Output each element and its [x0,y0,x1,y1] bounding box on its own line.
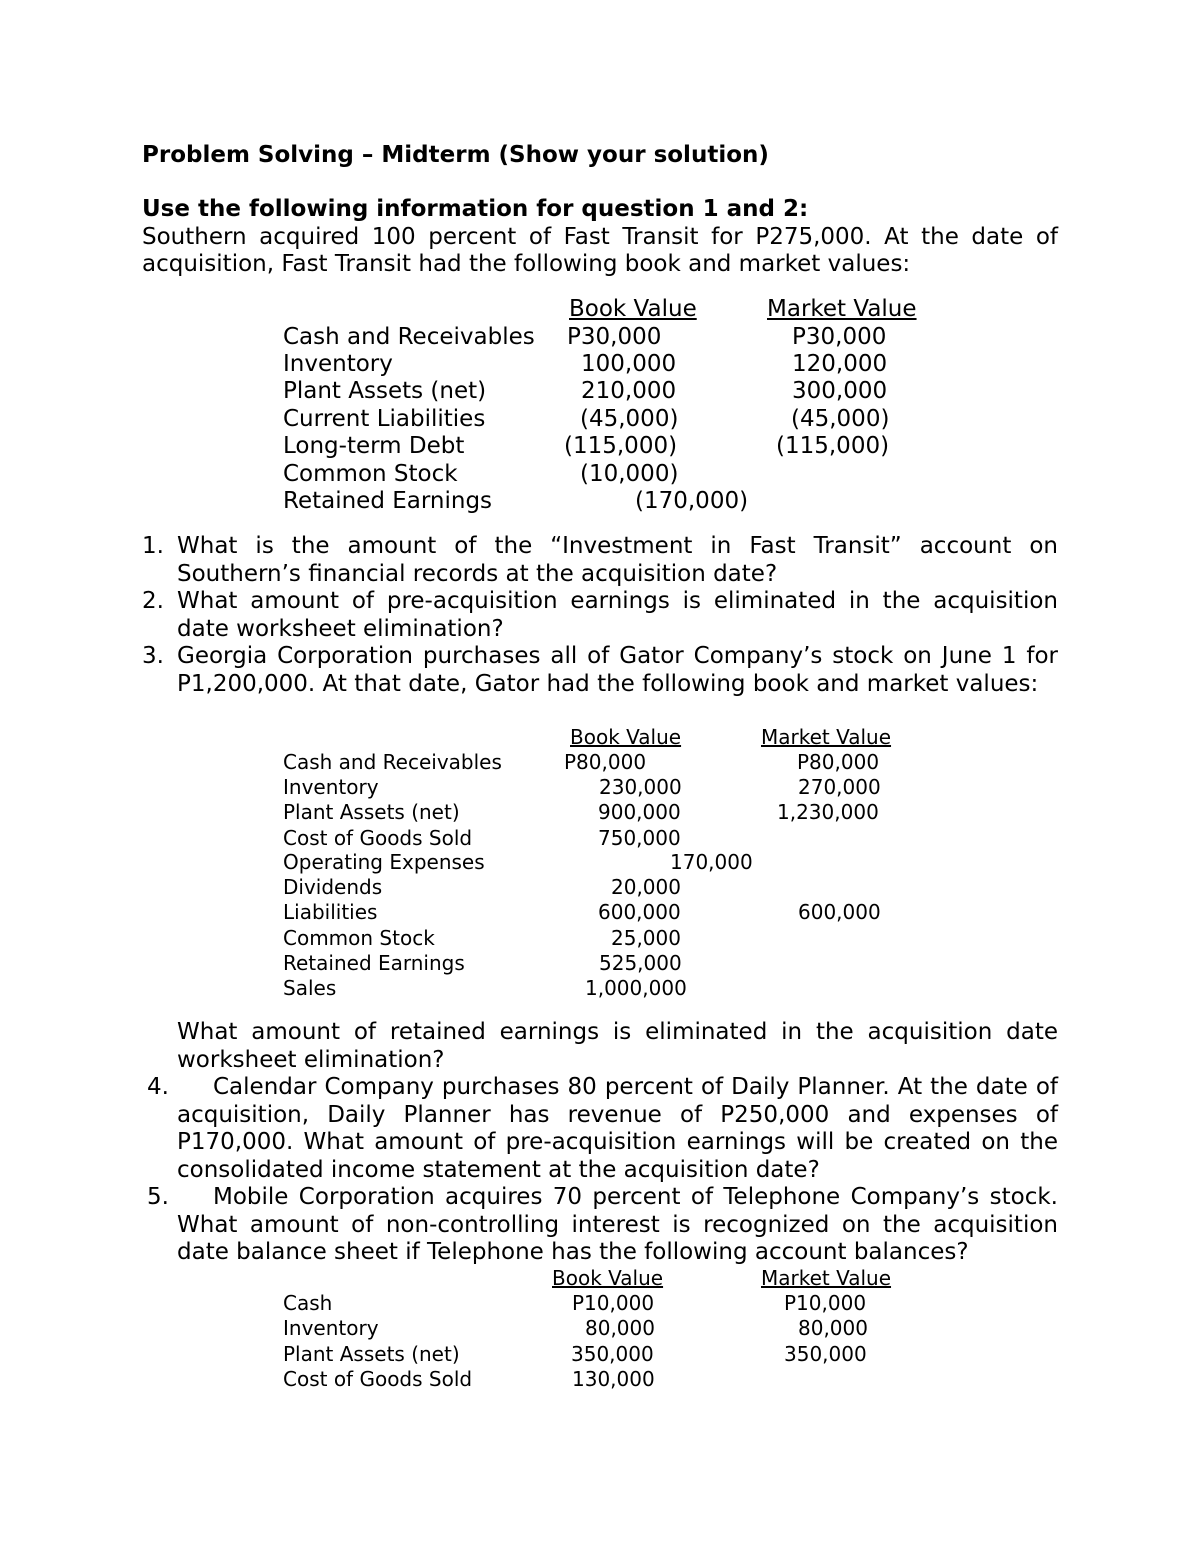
question-3-followup [142,1019,1058,1074]
page-title: Problem Solving – Midterm (Show your solution) [142,142,769,168]
table2-row-book: 750,000 [598,826,681,850]
table3-row-label: Cost of Goods Sold [283,1367,473,1391]
table2-row-market: P80,000 [797,750,880,774]
table2-row-label: Cash and Receivables [283,750,502,774]
question-number: 3. [142,643,164,669]
table2-row-market: 1,230,000 [777,800,879,824]
table1-header-market: Market Value [767,296,917,322]
table2-row-book: P80,000 [564,750,647,774]
question-text: What amount of pre-acquisition earnings is eliminated in the acquisition date worksheet elimination? [177,588,1058,642]
intro-text [142,224,1058,278]
question-4 [142,1074,1058,1184]
table2-row-book: 170,000 [670,850,753,874]
intro-heading: Use the following information for question 1 and 2: [142,196,809,222]
table3-row-label: Plant Assets (net) [283,1342,460,1366]
question-2 [142,588,1058,643]
question-text: Calendar Company purchases 80 percent of Daily Planner. At the date of acquisition, Daily Planner has revenue of P250,000 and expenses of P170,000. What amount of pre-acquisition earnings will be created on the consolidated income statement at the acquisition date? [177,1074,1058,1183]
table1-row-label: Inventory [283,351,393,377]
table2-row-book: 230,000 [599,775,682,799]
table2-row-book: 900,000 [598,800,681,824]
table2-row-label: Cost of Goods Sold [283,826,473,850]
table1-row-label: Cash and Receivables [283,324,535,350]
table1-header-book: Book Value [569,296,697,322]
table2-row-label: Plant Assets (net) [283,800,460,824]
table3-header-market: Market Value [761,1266,892,1290]
table1-row-label: Long-term Debt [283,433,465,459]
intro-line-2: acquisition, Fast Transit had the following book and market values: [142,251,911,277]
table1-row-label: Plant Assets (net) [283,378,487,404]
table2-row-label: Common Stock [283,926,435,950]
table3-row-market: P10,000 [784,1291,867,1315]
table1-row-book: (170,000) [635,488,749,514]
table2-row-book: 525,000 [599,951,682,975]
question-text: What is the amount of the “Investment in Fast Transit” account on Southern’s financial records at the acquisition date? [177,533,1058,587]
table1-row-label: Current Liabilities [283,406,486,432]
table2-row-label: Inventory [283,775,379,799]
question-number: 1. [142,533,164,559]
table3-row-book: 130,000 [572,1367,655,1391]
table2-row-label: Dividends [283,875,383,899]
table1-row-market: (45,000) [791,406,890,432]
table2-row-book: 600,000 [598,900,681,924]
question-number: 5. [147,1184,169,1210]
table2-row-label: Liabilities [283,900,378,924]
table1-row-market: P30,000 [792,324,887,350]
table1-row-book: 100,000 [581,351,677,377]
question-1 [142,533,1058,588]
table2-row-label: Sales [283,976,337,1000]
table3-row-label: Cash [283,1291,333,1315]
table2-row-book: 1,000,000 [585,976,687,1000]
table3-row-label: Inventory [283,1316,379,1340]
table3-row-book: P10,000 [572,1291,655,1315]
table2-row-book: 20,000 [611,875,681,899]
table1-row-label: Retained Earnings [283,488,493,514]
table1-row-book: (45,000) [580,406,679,432]
table2-header-book: Book Value [570,725,682,749]
table1-row-market: (115,000) [776,433,890,459]
question-followup-text: What amount of retained earnings is eliminated in the acquisition date worksheet elimination? [177,1019,1058,1073]
table2-row-book: 25,000 [611,926,681,950]
table1-row-market: 300,000 [792,378,888,404]
question-number: 2. [142,588,164,614]
question-text: Georgia Corporation purchases all of Gator Company’s stock on June 1 for P1,200,000. At that date, Gator had the following book and market values: [177,643,1058,697]
table2-row-label: Operating Expenses [283,850,485,874]
question-5 [142,1184,1058,1267]
table2-row-market: 270,000 [798,775,881,799]
table2-row-market: 600,000 [798,900,881,924]
table2-row-label: Retained Earnings [283,951,465,975]
table1-row-book: P30,000 [567,324,662,350]
table3-row-market: 350,000 [784,1342,867,1366]
table3-row-market: 80,000 [798,1316,868,1340]
table3-row-book: 350,000 [571,1342,654,1366]
question-number: 4. [147,1074,169,1100]
question-text: Mobile Corporation acquires 70 percent of Telephone Company’s stock. What amount of non-controlling interest is recognized on the acquisition date balance sheet if Telephone has the following account balances? [177,1184,1058,1265]
question-3 [142,643,1058,698]
table1-row-book: (115,000) [564,433,678,459]
table1-row-book: (10,000) [580,461,679,487]
table3-header-book: Book Value [552,1266,664,1290]
table1-row-label: Common Stock [283,461,458,487]
table1-row-market: 120,000 [792,351,888,377]
table2-header-market: Market Value [761,725,892,749]
table3-row-book: 80,000 [585,1316,655,1340]
intro-line-1: Southern acquired 100 percent of Fast Transit for P275,000. At the date of [142,224,1058,250]
table1-row-book: 210,000 [581,378,677,404]
